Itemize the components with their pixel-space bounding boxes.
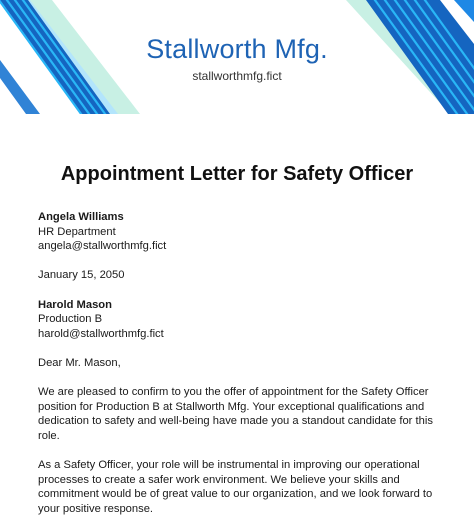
recipient-email: harold@stallworthmfg.fict — [38, 327, 164, 340]
letter-date: January 15, 2050 — [38, 269, 125, 282]
sender-department: HR Department — [38, 225, 116, 238]
recipient-name: Harold Mason — [38, 298, 112, 311]
company-website: stallworthmfg.fict — [192, 69, 282, 83]
sender-email: angela@stallworthmfg.fict — [38, 240, 167, 253]
recipient-department: Production B — [38, 313, 103, 326]
letter-body — [38, 210, 448, 516]
brand-block — [0, 32, 474, 84]
salutation: Dear Mr. Mason, — [38, 356, 121, 369]
document-title: Appointment Letter for Safety Officer — [60, 163, 414, 185]
paragraph-2: As a Safety Officer, your role will be instrumental in improving our operational processes to create a safer work environment. We believe your skills and commitment would be of great value to our organization, and we look forward to your positive response. — [38, 459, 433, 515]
sender-name: Angela Williams — [38, 211, 124, 223]
letterhead — [0, 0, 474, 114]
company-name: Stallworth Mfg. — [146, 34, 328, 64]
paragraph-1: We are pleased to confirm to you the offer of appointment for the Safety Officer position for Production B at Stallworth Mfg. Your exceptional qualifications and dedication to safety and well-being have made you a standout candidate for this role. — [38, 386, 433, 442]
